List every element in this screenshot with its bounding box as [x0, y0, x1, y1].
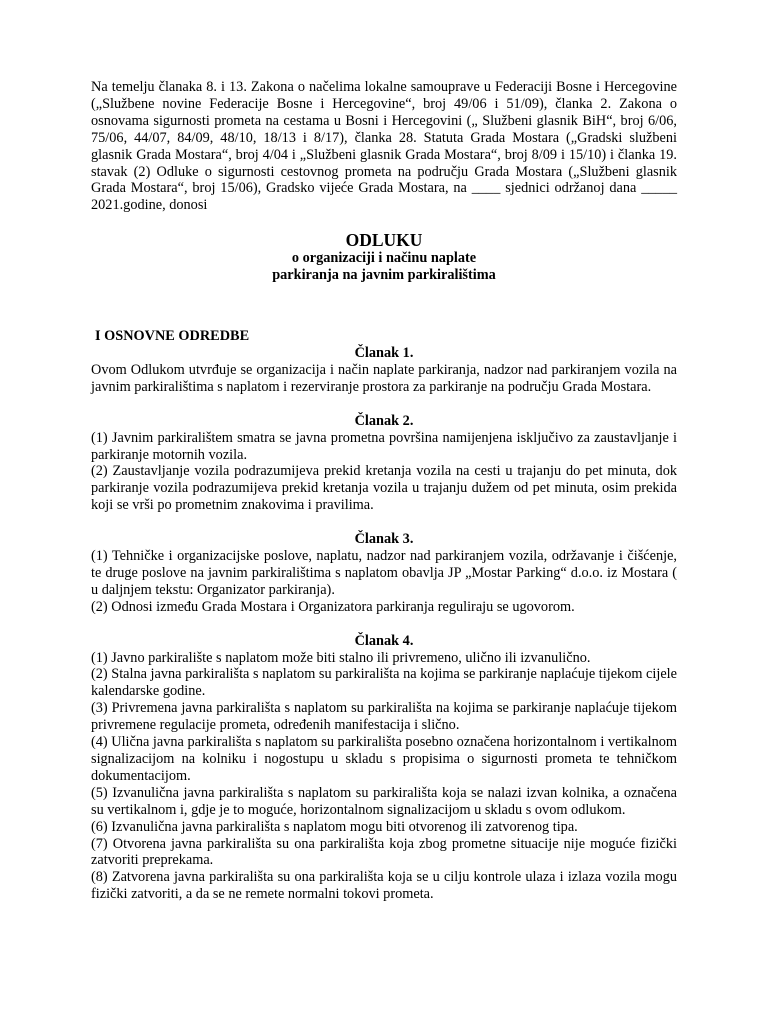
- article-3-paragraph-1: (1) Tehničke i organizacijske poslove, naplatu, nadzor nad parkiranjem vozila, održavanje i čišćenje, te druge poslove na javnim parkiralištima s naplatom obavlja JP „Mostar Parking“ d.o.o. iz Mostara ( u daljnjem tekstu: Organizator parkiranja).: [91, 548, 677, 598]
- preamble-paragraph: Na temelju članaka 8. i 13. Zakona o načelima lokalne samouprave u Federaciji Bosne i Hercegovine („Službene novine Federacije Bosne i Hercegovine“, broj 49/06 i 51/09), članka 2. Zakona o osnovama sigurnosti prometa na cestama u Bosni i Hercegovini („ Službeni glasnik BiH“, broj 6/06, 75/06, 44/07, 84/09, 48/10, 18/13 i 8/17), članka 28. Statuta Grada Mostara („Gradski službeni glasnik Grada Mostara“, broj 4/04 i „Službeni glasnik Grada Mostara“, broj 8/09 i 15/10) i članka 19. stavak (2) Odluke o sigurnosti cestovnog prometa na području Grada Mostara („Službeni glasnik Grada Mostara“, broj 15/06), Gradsko vijeće Grada Mostara, na ____ sjednici održanoj dana _____ 2021.godine, donosi: [91, 79, 677, 214]
- article-4-paragraph-8: (8) Zatvorena javna parkirališta su ona parkirališta koja se u cilju kontrole ulaza i izlaza vozila mogu fizički zatvoriti, a da se ne remete normalni tokovi prometa.: [91, 869, 677, 903]
- article-4-paragraph-5: (5) Izvanulična javna parkirališta s naplatom su parkirališta koja se nalazi izvan kolnika, a označena su vertikalnom i, gdje je to moguće, horizontalnom signalizacijom u skladu s ovom odlukom.: [91, 784, 677, 818]
- article-4-paragraph-1: (1) Javno parkiralište s naplatom može biti stalno ili privremeno, ulično ili izvanulično.: [91, 649, 591, 666]
- article-4-paragraph-3: (3) Privremena javna parkirališta s naplatom su parkirališta na kojima se parkiranje naplaćuje tijekom privremene regulacije prometa, određenih manifestacija i slično.: [91, 700, 677, 734]
- article-4-heading: Članak 4.: [354, 632, 414, 649]
- article-3-heading: Članak 3.: [354, 531, 414, 548]
- article-1-heading: Članak 1.: [354, 344, 414, 361]
- article-4-paragraph-7: (7) Otvorena javna parkirališta su ona parkirališta koja zbog prometne situacije nije moguće fizički zatvoriti preprekama.: [91, 835, 677, 869]
- article-4-paragraph-6: (6) Izvanulična javna parkirališta s naplatom mogu biti otvorenog ili zatvorenog tipa.: [91, 818, 578, 835]
- article-4-paragraph-4: (4) Ulična javna parkirališta s naplatom su parkirališta posebno označena horizontalnom i vertikalnom signalizacijom na kolniku i nogostupu u skladu s propisima o sigurnosti prometa te tehničkom dokumentacijom.: [91, 734, 677, 784]
- article-2-heading: Članak 2.: [354, 412, 414, 429]
- article-4-paragraph-2: (2) Stalna javna parkirališta s naplatom su parkirališta na kojima se parkiranje naplaćuje tijekom cijele kalendarske godine.: [91, 666, 677, 700]
- article-3-paragraph-2: (2) Odnosi između Grada Mostara i Organizatora parkiranja reguliraju se ugovorom.: [91, 598, 575, 615]
- article-1-paragraph-1: Ovom Odlukom utvrđuje se organizacija i način naplate parkiranja, nadzor nad parkiranjem vozila na javnim parkiralištima s naplatom i rezerviranje prostora za parkiranje na području Grada Mostara.: [91, 361, 677, 395]
- section-heading: I OSNOVNE ODREDBE: [95, 328, 250, 345]
- document-title: ODLUKU: [345, 230, 423, 251]
- decision-title-block: [91, 230, 677, 284]
- article-2-paragraph-1: (1) Javnim parkiralištem smatra se javna prometna površina namijenjena isključivo za zaustavljanje i parkiranje motornih vozila.: [91, 429, 677, 463]
- article-2-paragraph-2: (2) Zaustavljanje vozila podrazumijeva prekid kretanja vozila na cesti u trajanju do pet minuta, dok parkiranje vozila podrazumijeva prekid kretanja vozila u trajanju dužem od pet minuta, osim prekida koji se vrši po prometnim znakovima i pravilima.: [91, 463, 677, 514]
- document-body: [91, 79, 677, 903]
- document-subtitle-line-2: parkiranja na javnim parkiralištima: [272, 267, 496, 284]
- document-subtitle-line-1: o organizaciji i načinu naplate: [291, 250, 477, 267]
